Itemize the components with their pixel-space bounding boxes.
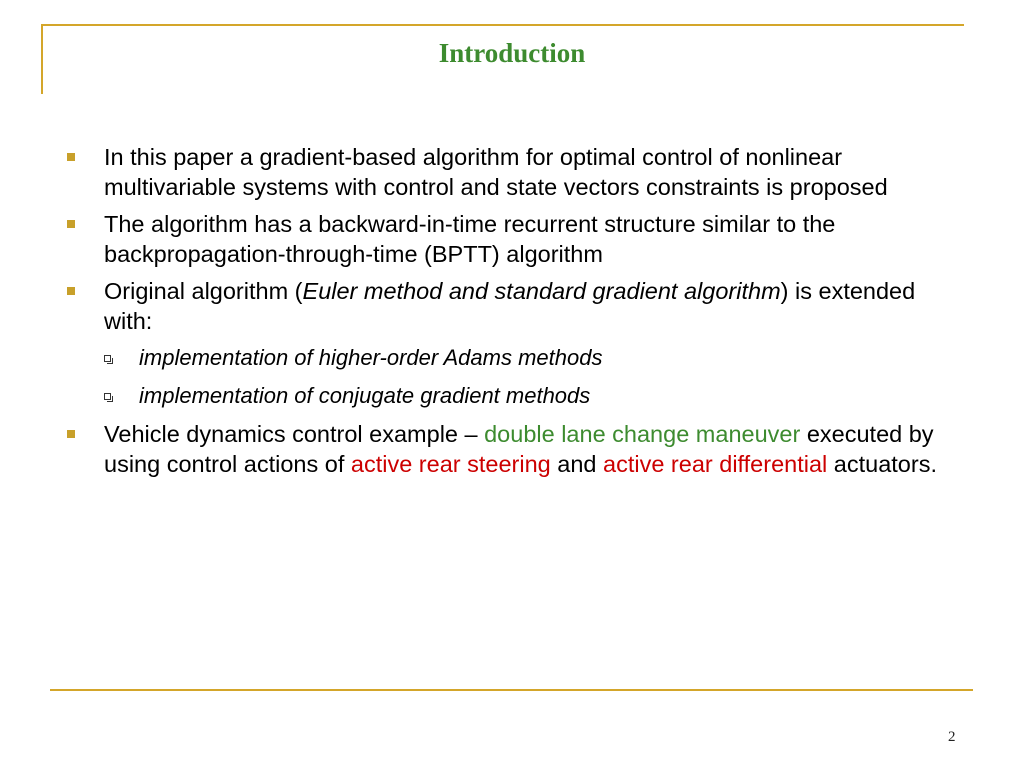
highlight-red-text: active rear steering: [350, 451, 551, 477]
slide-title: Introduction: [438, 38, 586, 68]
square-bullet-icon: [67, 287, 75, 295]
sub-bullet-text: implementation of conjugate gradient methods: [139, 383, 591, 408]
square-bullet-icon: [67, 220, 75, 228]
bullet-text-and: and: [550, 451, 604, 477]
hollow-square-bullet-icon: [104, 355, 111, 362]
bullet-text-pre: Original algorithm (: [104, 278, 303, 304]
bullet-text: The algorithm has a backward-in-time recurrent structure similar to the backpropagation-through-time (BPTT) algorithm: [104, 211, 836, 267]
bullet-text-italic: Euler method and standard gradient algorithm: [302, 278, 781, 304]
bullet-text-pre: Vehicle dynamics control example –: [104, 421, 485, 447]
highlight-green-text: double lane change maneuver: [484, 421, 801, 447]
square-bullet-icon: [67, 153, 75, 161]
frame-bottom-line: [50, 689, 973, 691]
sub-bullet-item: [64, 343, 964, 373]
square-bullet-icon: [67, 430, 75, 438]
bullet-text-mid: executed by using control actions of: [104, 421, 934, 477]
bullet-item: [64, 142, 964, 202]
slide-content: [64, 142, 964, 486]
highlight-red-text: active rear differential: [603, 451, 828, 477]
frame-top-line: [41, 24, 964, 26]
bullet-text-post: actuators.: [827, 451, 937, 477]
bullet-item: [64, 209, 964, 269]
sub-bullet-text: implementation of higher-order Adams methods: [139, 345, 603, 370]
page-number: 2: [948, 729, 956, 745]
bullet-item: [64, 419, 964, 479]
bullet-item: [64, 276, 964, 336]
sub-bullet-item: [64, 381, 964, 411]
bullet-text-post: ) is extended with:: [104, 278, 916, 334]
bullet-text: In this paper a gradient-based algorithm for optimal control of nonlinear multivariable systems with control and state vectors constraints is proposed: [104, 144, 888, 200]
hollow-square-bullet-icon: [104, 393, 111, 400]
